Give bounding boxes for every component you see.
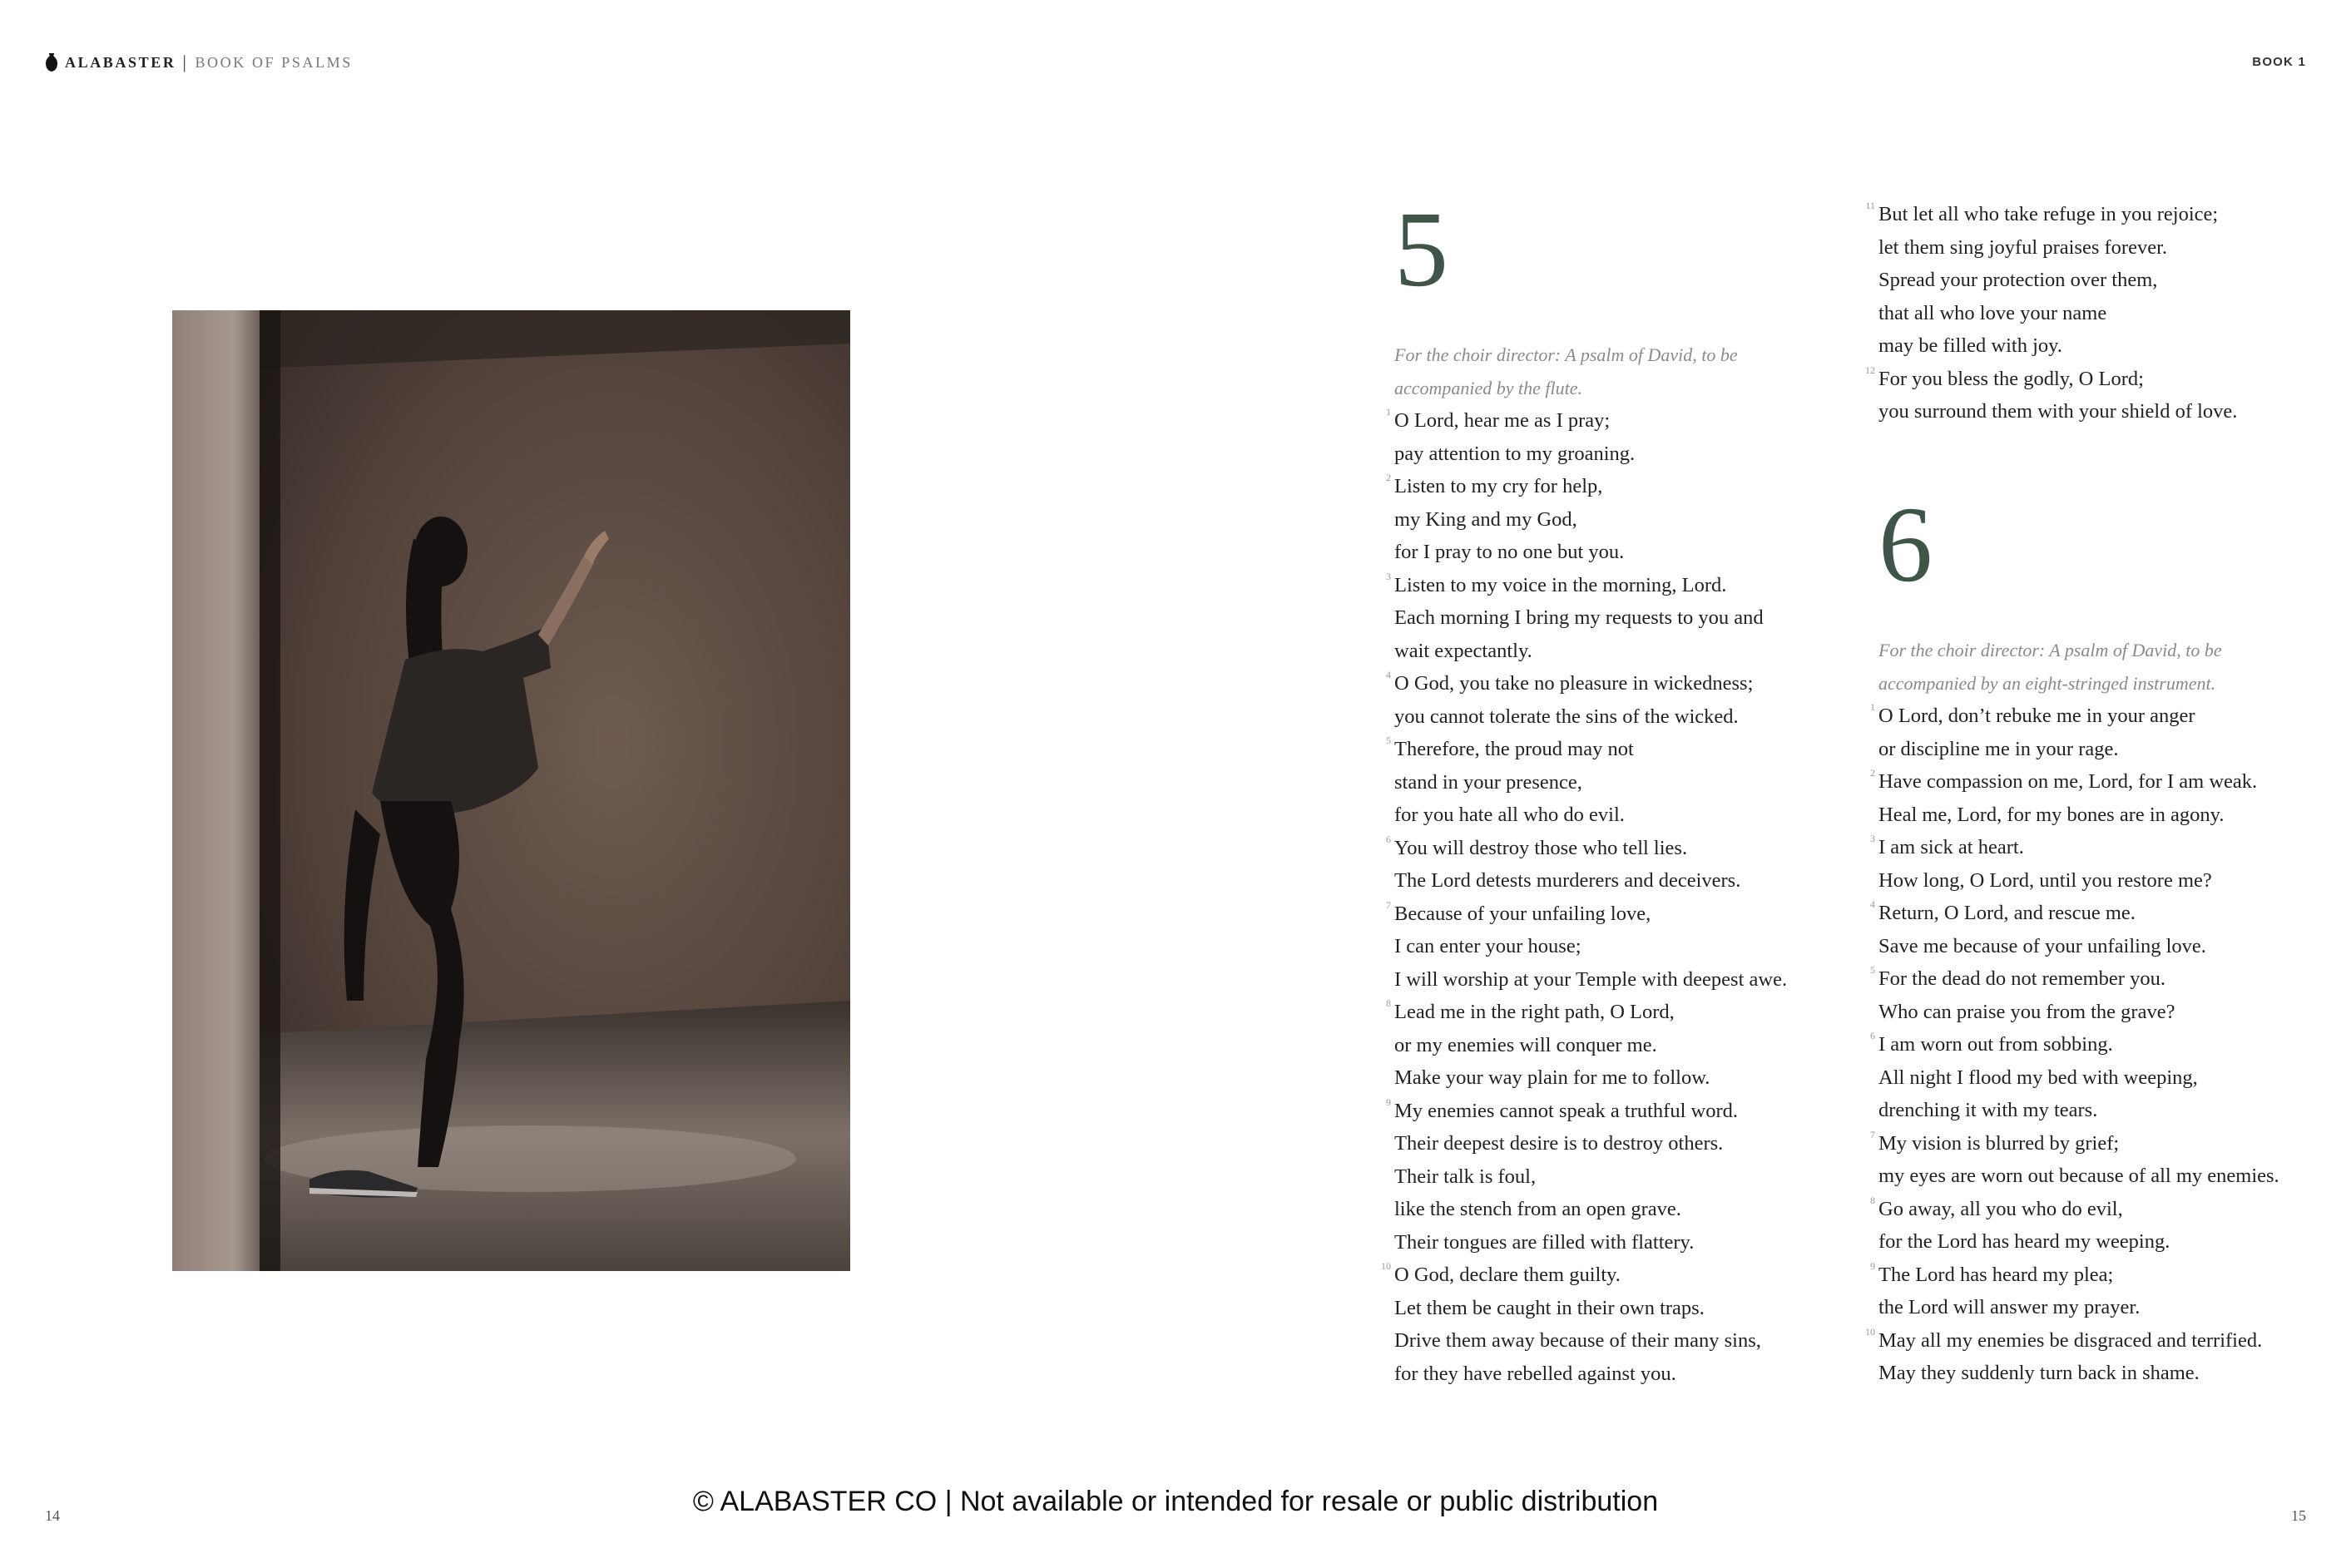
- verse: [1386, 667, 1787, 733]
- verse-line: Their deepest desire is to destroy others.: [1394, 1132, 1724, 1155]
- verse-number: 12: [1865, 364, 1875, 376]
- verse: [1870, 1028, 2279, 1127]
- verse-number: 10: [1865, 1325, 1875, 1338]
- verse: [1386, 1095, 1787, 1259]
- verse-line: for the Lord has heard my weeping.: [1878, 1230, 2170, 1253]
- verse: [1870, 897, 2279, 962]
- verse-number: 7: [1870, 1128, 1875, 1140]
- book-name: BOOK OF PSALMS: [195, 53, 353, 71]
- verse-line: My enemies cannot speak a truthful word.: [1394, 1099, 1738, 1122]
- verse: [1386, 996, 1787, 1095]
- verse-line: For you bless the godly, O Lord;: [1878, 367, 2144, 390]
- verse-line: Each morning I bring my requests to you and: [1394, 606, 1764, 629]
- verse: [1865, 363, 2238, 428]
- verse-line: like the stench from an open grave.: [1394, 1198, 1681, 1220]
- psalm-6: [1865, 485, 2279, 1390]
- verse-number: 10: [1381, 1260, 1391, 1272]
- verse-line: or my enemies will conquer me.: [1394, 1033, 1657, 1056]
- verse-number: 9: [1386, 1096, 1391, 1108]
- verse-number: 11: [1865, 200, 1875, 211]
- verse-number: 1: [1870, 701, 1875, 713]
- book-label: BOOK 1: [2252, 55, 2306, 69]
- verse-line: pay attention to my groaning.: [1394, 442, 1636, 465]
- verse-line: stand in your presence,: [1394, 770, 1582, 794]
- verse-number: 5: [1386, 735, 1391, 746]
- verse-line: for you hate all who do evil.: [1394, 804, 1625, 826]
- verse-line: drenching it with my tears.: [1878, 1099, 2098, 1121]
- verse-number: 1: [1386, 406, 1391, 418]
- verse-list: [1381, 404, 1788, 1390]
- verse-line: Return, O Lord, and rescue me.: [1878, 902, 2136, 924]
- superscription: For the choir director: A psalm of David, to be accompanied by an eight-stringed instrument.: [1878, 640, 2222, 694]
- verse: [1386, 569, 1787, 668]
- verse-line: But let all who take refuge in you rejoice;: [1878, 203, 2219, 225]
- verse-line: O God, declare them guilty.: [1394, 1264, 1621, 1286]
- verse-line: O Lord, don’t rebuke me in your anger: [1878, 705, 2195, 727]
- verse-line: my eyes are worn out because of all my enemies.: [1878, 1165, 2279, 1187]
- verse-number: 8: [1386, 997, 1391, 1009]
- verse: [1381, 1259, 1787, 1390]
- verse: [1386, 898, 1788, 997]
- verse-number: 7: [1386, 898, 1391, 911]
- brand-name: ALABASTER: [65, 53, 176, 71]
- verse-line: The Lord has heard my plea;: [1878, 1263, 2114, 1286]
- verse-line: Because of your unfailing love,: [1394, 902, 1651, 925]
- verse-line: The Lord detests murderers and deceivers.: [1394, 869, 1741, 892]
- verse: [1386, 832, 1787, 898]
- header-separator: |: [182, 52, 189, 72]
- verse-line: O God, you take no pleasure in wickedness;: [1394, 672, 1754, 695]
- verse-line: for they have rebelled against you.: [1394, 1362, 1676, 1385]
- verse-line: my King and my God,: [1394, 507, 1577, 531]
- verse: [1386, 404, 1787, 470]
- verse-line: Listen to my voice in the morning, Lord.: [1394, 573, 1727, 596]
- verse-number: 2: [1870, 767, 1875, 779]
- verse: [1386, 733, 1787, 832]
- verse-line: Have compassion on me, Lord, for I am weak.: [1878, 770, 2258, 793]
- verse-line: Let them be caught in their own traps.: [1394, 1296, 1705, 1319]
- verse-line: O Lord, hear me as I pray;: [1394, 409, 1611, 432]
- verse-line: I will worship at your Temple with deepest awe.: [1394, 967, 1788, 991]
- verse-line: Go away, all you who do evil,: [1878, 1197, 2123, 1220]
- header-brand: [45, 52, 353, 73]
- psalm-number: 5: [1394, 190, 1450, 309]
- verse-line: let them sing joyful praises forever.: [1878, 235, 2167, 259]
- alabaster-jar-icon: [45, 52, 58, 72]
- verse-line: you surround them with your shield of love.: [1878, 400, 2238, 423]
- verse-line: Listen to my cry for help,: [1394, 475, 1603, 497]
- verse-line: Therefore, the proud may not: [1394, 738, 1634, 760]
- verse-line: You will destroy those who tell lies.: [1394, 836, 1688, 859]
- verse-line: Who can praise you from the grave?: [1878, 1000, 2175, 1023]
- page-number-right: 15: [2291, 1507, 2306, 1524]
- verse: [1870, 1259, 2279, 1324]
- verse: [1870, 962, 2279, 1028]
- verse-line: may be filled with joy.: [1878, 334, 2062, 357]
- verse-number: 5: [1870, 964, 1875, 976]
- verse-number: 3: [1386, 570, 1391, 582]
- verse-line: Lead me in the right path, O Lord,: [1394, 1001, 1675, 1023]
- verse-number: 8: [1870, 1194, 1875, 1206]
- verse-line: Their talk is foul,: [1394, 1165, 1537, 1188]
- verse-list: [1865, 198, 2238, 428]
- psalm-number: 6: [1878, 485, 1934, 605]
- verse-line: All night I flood my bed with weeping,: [1878, 1066, 2198, 1089]
- verse-line: Drive them away because of their many sins,: [1394, 1329, 1761, 1352]
- verse-list: [1865, 700, 2279, 1390]
- verse: [1865, 198, 2237, 363]
- verse-line: the Lord will answer my prayer.: [1878, 1296, 2141, 1318]
- psalm-5: [1381, 190, 1788, 1390]
- verse-number: 4: [1386, 669, 1391, 680]
- copyright-notice: © ALABASTER CO | Not available or intended for resale or public distribution: [692, 1486, 1659, 1517]
- verse-line: that all who love your name: [1878, 301, 2107, 324]
- verse: [1386, 470, 1787, 569]
- verse-line: I am sick at heart.: [1878, 836, 2024, 858]
- verse-number: 9: [1870, 1259, 1875, 1272]
- verse-line: Their tongues are filled with flattery.: [1394, 1230, 1695, 1254]
- verse: [1870, 1127, 2279, 1193]
- verse: [1870, 831, 2279, 897]
- verse-line: Spread your protection over them,: [1878, 269, 2158, 291]
- verse-number: 4: [1870, 898, 1875, 910]
- verse-line: Make your way plain for me to follow.: [1394, 1066, 1710, 1089]
- verse: [1865, 1324, 2279, 1390]
- verse-line: I am worn out from sobbing.: [1878, 1033, 2113, 1056]
- superscription: For the choir director: A psalm of David, to be accompanied by the flute.: [1394, 344, 1738, 398]
- verse: [1870, 700, 2279, 765]
- verse-line: For the dead do not remember you.: [1878, 967, 2165, 990]
- verse-line: I can enter your house;: [1394, 935, 1581, 957]
- verse: [1870, 765, 2279, 831]
- verse-line: Heal me, Lord, for my bones are in agony.: [1878, 803, 2225, 826]
- verse: [1870, 1193, 2279, 1259]
- psalm-5-continued: [1865, 198, 2238, 428]
- verse-number: 6: [1386, 833, 1391, 845]
- verse-line: May they suddenly turn back in shame.: [1878, 1362, 2200, 1384]
- verse-line: or discipline me in your rage.: [1878, 737, 2119, 760]
- verse-line: May all my enemies be disgraced and terrified.: [1878, 1328, 2263, 1352]
- page-number-left: 14: [45, 1507, 60, 1524]
- verse-number: 6: [1870, 1030, 1875, 1041]
- verse-line: My vision is blurred by grief;: [1878, 1131, 2120, 1155]
- verse-number: 3: [1870, 833, 1875, 844]
- dancer-photo: [172, 310, 850, 1271]
- verse-line: wait expectantly.: [1394, 639, 1532, 662]
- verse-line: How long, O Lord, until you restore me?: [1878, 868, 2212, 892]
- verse-number: 2: [1386, 472, 1391, 483]
- verse-line: you cannot tolerate the sins of the wicked.: [1394, 705, 1739, 728]
- verse-line: for I pray to no one but you.: [1394, 541, 1625, 563]
- verse-line: Save me because of your unfailing love.: [1878, 934, 2206, 957]
